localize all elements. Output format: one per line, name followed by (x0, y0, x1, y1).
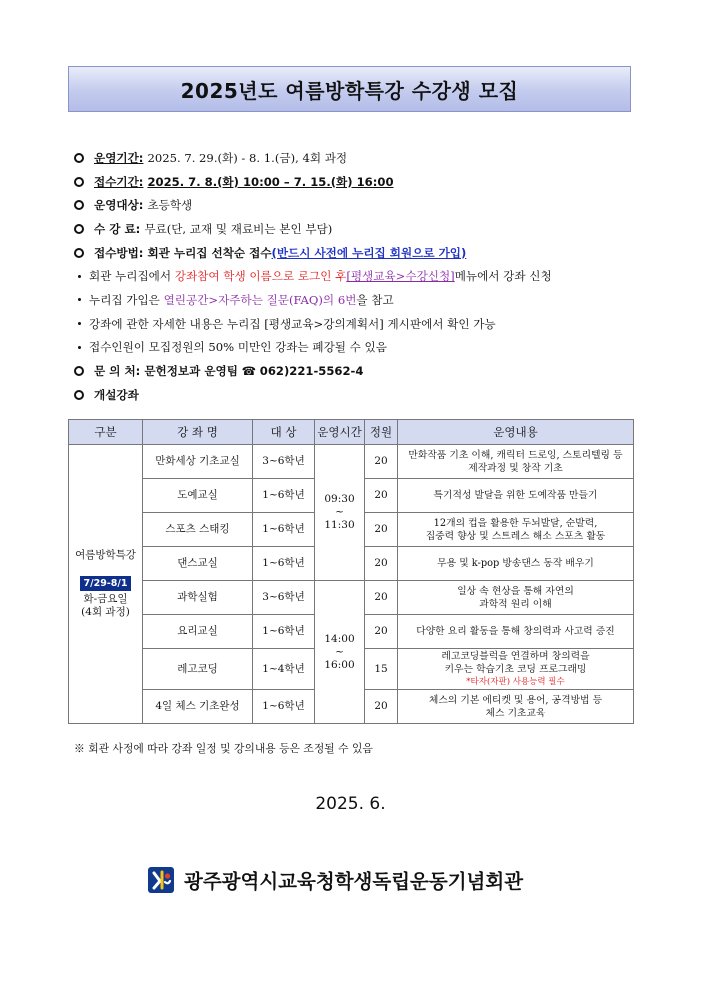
course-capacity: 20 (365, 479, 398, 513)
dot-bullet-icon (78, 298, 81, 301)
header-capacity: 정원 (365, 420, 398, 445)
course-capacity: 20 (365, 690, 398, 724)
info-target: 운영대상: 초등학생 (74, 193, 674, 217)
course-target: 1~6학년 (253, 547, 315, 581)
course-content: 만화작품 기초 이해, 캐릭터 드로잉, 스토리텔링 등 제작과정 및 창작 기초 (398, 445, 634, 479)
circle-bullet-icon (74, 390, 84, 400)
info-section (74, 146, 674, 407)
course-content: 무용 및 k-pop 방송댄스 동작 배우기 (398, 547, 634, 581)
course-target: 1~6학년 (253, 615, 315, 649)
circle-bullet-icon (74, 200, 84, 210)
course-content: 다양한 요리 활동을 통해 창의력과 사고력 증진 (398, 615, 634, 649)
info-courses: 개설강좌 (74, 383, 674, 407)
course-capacity: 20 (365, 513, 398, 547)
circle-bullet-icon (74, 366, 84, 376)
course-capacity: 20 (365, 615, 398, 649)
course-capacity: 20 (365, 581, 398, 615)
time-pm-cell: 14:00 ~ 16:00 (315, 581, 365, 724)
organization (148, 866, 523, 894)
info-sub4: 접수인원이 모집정원의 50% 미만인 강좌는 폐강될 수 있음 (74, 336, 674, 360)
table-header-row (69, 420, 634, 445)
course-target: 3~6학년 (253, 445, 315, 479)
info-sub1: 회관 누리집에서 강좌참여 학생 이름으로 로그인 후 [평생교육>수강신청] 메뉴에서 강좌 신청 (74, 264, 674, 288)
course-target: 1~6학년 (253, 479, 315, 513)
circle-bullet-icon (74, 224, 84, 234)
group-cell: 여름방학특강 7/29-8/1 화-금요일 (4회 과정) (69, 445, 143, 724)
title-banner (68, 66, 631, 112)
course-name: 만화세상 기초교실 (143, 445, 253, 479)
course-capacity: 15 (365, 649, 398, 690)
course-table (68, 419, 634, 724)
course-name: 도예교실 (143, 479, 253, 513)
course-content: 레고코딩블럭을 연결하며 창의력을 키우는 학습기초 코딩 프로그래밍 *타자(자판) 사용능력 필수 (398, 649, 634, 690)
header-time: 운영시간 (315, 420, 365, 445)
date-badge: 7/29-8/1 (80, 576, 132, 591)
course-name: 스포츠 스태킹 (143, 513, 253, 547)
dot-bullet-icon (78, 346, 81, 349)
info-fee: 수 강 료: 무료(단, 교재 및 재료비는 본인 부담) (74, 217, 674, 241)
course-content: 12개의 컵을 활용한 두뇌발달, 순발력, 집중력 향상 및 스트레스 해소 스포츠 활동 (398, 513, 634, 547)
course-content: 체스의 기본 에티켓 및 용어, 공격방법 등 체스 기초교육 (398, 690, 634, 724)
info-sub2: 누리집 가입은 열린공간>자주하는 질문(FAQ)의 6번 을 참고 (74, 288, 674, 312)
header-content: 운영내용 (398, 420, 634, 445)
course-name: 레고코딩 (143, 649, 253, 690)
table-row (69, 445, 634, 479)
course-content: 특기적성 발달을 위한 도예작품 만들기 (398, 479, 634, 513)
course-capacity: 20 (365, 547, 398, 581)
course-name: 과학실험 (143, 581, 253, 615)
time-am-cell: 09:30 ~ 11:30 (315, 445, 365, 581)
course-target: 1~4학년 (253, 649, 315, 690)
circle-bullet-icon (74, 248, 84, 258)
info-apply: 접수기간: 2025. 7. 8.(화) 10:00 – 7. 15.(화) 16:00 (74, 170, 674, 194)
course-name: 요리교실 (143, 615, 253, 649)
course-content: 일상 속 현상을 통해 자연의 과학적 원리 이해 (398, 581, 634, 615)
info-period: 운영기간: 2025. 7. 29.(화) - 8. 1.(금), 4회 과정 (74, 146, 674, 170)
organization-logo-icon (148, 867, 174, 893)
phone-icon: ☎ (241, 364, 257, 379)
page-title: 2025년도 여름방학특강 수강생 모집 (180, 78, 519, 103)
circle-bullet-icon (74, 177, 84, 187)
info-method: 접수방법: 회관 누리집 선착순 접수 (반드시 사전에 누리집 회원으로 가입) (74, 241, 674, 265)
footnote: ※ 회관 사정에 따라 강좌 일정 및 강의내용 등은 조정될 수 있음 (74, 742, 373, 755)
course-name: 댄스교실 (143, 547, 253, 581)
info-sub3: 강좌에 관한 자세한 내용은 누리집 [평생교육>강의계획서] 게시판에서 확인 가능 (74, 312, 674, 336)
course-target: 3~6학년 (253, 581, 315, 615)
circle-bullet-icon (74, 153, 84, 163)
organization-name: 광주광역시교육청학생독립운동기념회관 (184, 870, 524, 893)
info-contact: 문 의 처: 문헌정보과 운영팀 ☎ 062)221-5562-4 (74, 359, 674, 383)
dot-bullet-icon (78, 322, 81, 325)
header-target: 대 상 (253, 420, 315, 445)
course-target: 1~6학년 (253, 690, 315, 724)
table-row (69, 581, 634, 615)
header-category: 구분 (69, 420, 143, 445)
course-name: 4일 체스 기초완성 (143, 690, 253, 724)
course-capacity: 20 (365, 445, 398, 479)
document-date: 2025. 6. (315, 794, 386, 814)
header-course-name: 강 좌 명 (143, 420, 253, 445)
dot-bullet-icon (78, 275, 81, 278)
course-target: 1~6학년 (253, 513, 315, 547)
